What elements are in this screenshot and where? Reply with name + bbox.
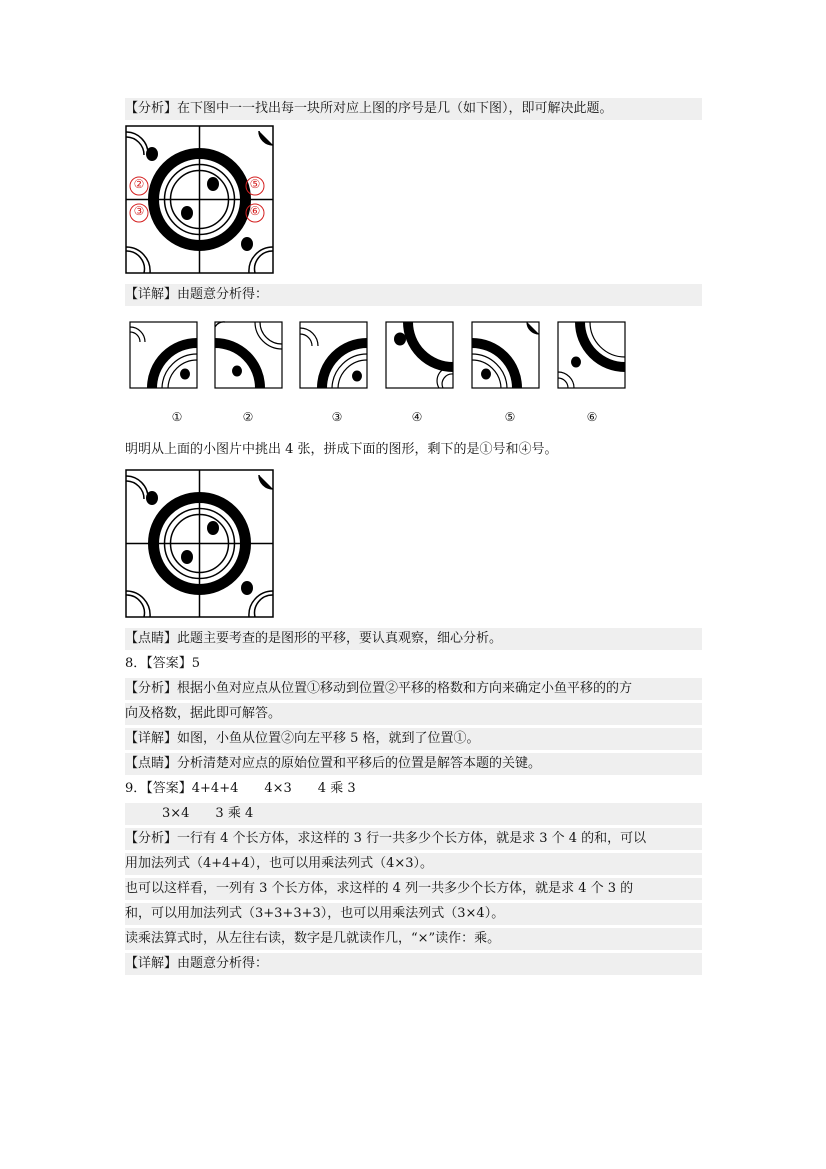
tile-label-1: ① bbox=[171, 410, 183, 424]
analysis-9-line-5: 读乘法算式时，从左往右读，数字是几就读作几，“×”读作：乘。 bbox=[125, 928, 702, 950]
point-8: 【点睛】分析清楚对应点的原始位置和平移后的位置是解答本题的关键。 bbox=[125, 753, 702, 775]
mark-6: ⑥ bbox=[249, 204, 261, 218]
mark-5: ⑤ bbox=[249, 177, 261, 191]
detail-8: 【详解】如图，小鱼从位置②向左平移 5 格，就到了位置①。 bbox=[125, 728, 702, 750]
answer-9-line-2-bg bbox=[125, 803, 702, 825]
analysis-8-line-1: 【分析】根据小鱼对应点从位置①移动到位置②平移的格数和方向来确定小鱼平移的的方 bbox=[125, 678, 702, 700]
analysis-8-line-2: 向及格数，据此即可解答。 bbox=[125, 703, 702, 725]
analysis-9-line-2: 用加法列式（4+4+4），也可以用乘法列式（4×3）。 bbox=[125, 853, 702, 875]
tile-label-4: ④ bbox=[411, 410, 423, 424]
tiles-figure bbox=[125, 310, 648, 432]
mark-3: ③ bbox=[133, 204, 145, 218]
analysis-9-line-1: 【分析】一行有 4 个长方体，求这样的 3 行一共多少个长方体，就是求 3 个 4 的和，可以 bbox=[125, 828, 702, 850]
puzzle-figure-annotated bbox=[125, 123, 275, 275]
analysis-9-line-4: 和，可以用加法列式（3+3+3+3），也可以用乘法列式（3×4）。 bbox=[125, 903, 702, 925]
point-line-1: 【点睛】此题主要考查的是图形的平移，要认真观察，细心分析。 bbox=[125, 628, 702, 650]
detail-line-1: 【详解】由题意分析得： bbox=[125, 284, 702, 306]
answer-9-line-2: 3×4 3 乘 4 bbox=[162, 806, 254, 821]
detail-9: 【详解】由题意分析得： bbox=[125, 953, 702, 975]
answer-8: 8．【答案】5 bbox=[125, 656, 201, 671]
tile-label-2: ② bbox=[242, 410, 254, 424]
tile-label-3: ③ bbox=[331, 410, 343, 424]
tile-label-6: ⑥ bbox=[586, 410, 598, 424]
analysis-9-line-3: 也可以这样看，一列有 3 个长方体，求这样的 4 列一共多少个长方体，就是求 4 个 3 的 bbox=[125, 878, 702, 900]
answer-9-line-1: 9．【答案】4+4+4 4×3 4 乘 3 bbox=[125, 781, 356, 796]
statement-line: 明明从上面的小图片中挑出 4 张，拼成下面的图形，剩下的是①号和④号。 bbox=[125, 442, 558, 457]
puzzle-figure-assembled bbox=[125, 467, 275, 619]
mark-2: ② bbox=[133, 177, 145, 191]
analysis-line-1: 【分析】在下图中一一找出每一块所对应上图的序号是几（如下图），即可解决此题。 bbox=[125, 98, 702, 120]
tile-label-5: ⑤ bbox=[504, 410, 516, 424]
